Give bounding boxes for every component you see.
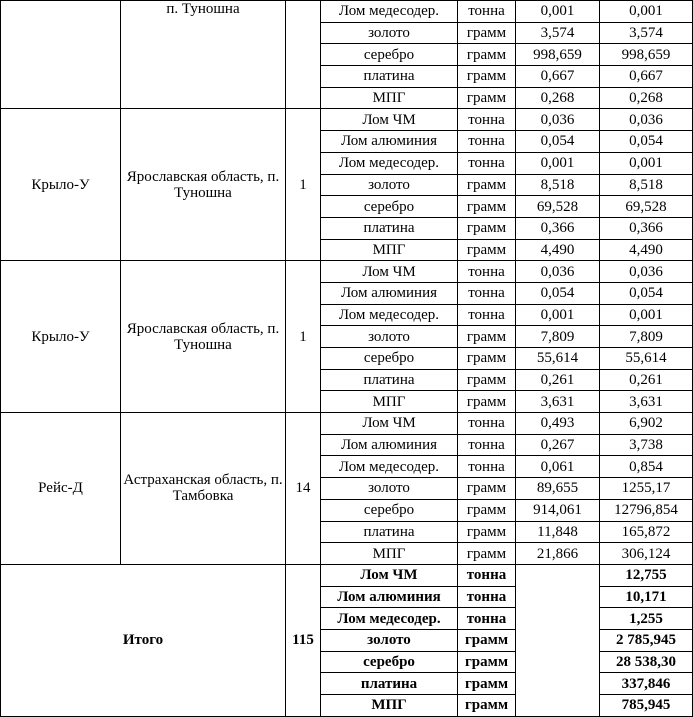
material-cell: Лом медесодер. <box>321 304 458 326</box>
material-cell: серебро <box>321 499 458 521</box>
value-per-unit-cell: 3,631 <box>516 391 600 413</box>
material-cell: Лом медесодер. <box>321 456 458 478</box>
value-total-cell: 3,738 <box>600 434 693 456</box>
total-count-cell: 115 <box>286 564 321 716</box>
unit-cell: грамм <box>458 87 516 109</box>
unit-cell: грамм <box>458 521 516 543</box>
material-cell: Лом алюминия <box>321 434 458 456</box>
material-cell: серебро <box>321 44 458 66</box>
value-per-unit-cell: 0,261 <box>516 369 600 391</box>
material-cell: МПГ <box>321 239 458 261</box>
material-cell: платина <box>321 673 458 695</box>
count-cell: 14 <box>286 413 321 565</box>
value-total-cell: 55,614 <box>600 348 693 370</box>
unit-cell: грамм <box>458 543 516 565</box>
location-cell: п. Туношна <box>121 1 286 109</box>
material-cell: Лом ЧМ <box>321 109 458 131</box>
unit-cell: грамм <box>458 478 516 500</box>
unit-cell: грамм <box>458 629 516 651</box>
material-cell: золото <box>321 326 458 348</box>
material-cell: Лом алюминия <box>321 282 458 304</box>
total-value-cell: 2 785,945 <box>600 629 693 651</box>
material-cell: МПГ <box>321 391 458 413</box>
value-total-cell: 0,036 <box>600 109 693 131</box>
unit-cell: грамм <box>458 673 516 695</box>
value-total-cell: 12796,854 <box>600 499 693 521</box>
value-total-cell: 0,268 <box>600 87 693 109</box>
material-cell: золото <box>321 478 458 500</box>
count-cell: 1 <box>286 109 321 261</box>
material-cell: Лом медесодер. <box>321 1 458 23</box>
total-label-cell: Итого <box>1 564 286 716</box>
value-total-cell: 8,518 <box>600 174 693 196</box>
unit-cell: тонна <box>458 131 516 153</box>
value-per-unit-cell: 0,493 <box>516 413 600 435</box>
empty-value-cell <box>516 564 600 716</box>
value-total-cell: 3,574 <box>600 22 693 44</box>
unit-cell: тонна <box>458 109 516 131</box>
object-name-cell <box>1 1 121 109</box>
total-value-cell: 10,171 <box>600 586 693 608</box>
value-per-unit-cell: 11,848 <box>516 521 600 543</box>
table-row <box>1 1 693 23</box>
value-total-cell: 1255,17 <box>600 478 693 500</box>
object-name-cell: Крыло-У <box>1 261 121 413</box>
material-cell: Лом алюминия <box>321 586 458 608</box>
value-total-cell: 0,667 <box>600 66 693 88</box>
total-value-cell: 12,755 <box>600 564 693 586</box>
count-cell <box>286 1 321 109</box>
material-cell: серебро <box>321 196 458 218</box>
value-total-cell: 998,659 <box>600 44 693 66</box>
unit-cell: тонна <box>458 608 516 630</box>
value-per-unit-cell: 0,267 <box>516 434 600 456</box>
value-per-unit-cell: 4,490 <box>516 239 600 261</box>
total-row <box>1 564 693 586</box>
value-per-unit-cell: 0,001 <box>516 304 600 326</box>
material-cell: Лом алюминия <box>321 131 458 153</box>
material-cell: золото <box>321 174 458 196</box>
unit-cell: грамм <box>458 44 516 66</box>
value-total-cell: 4,490 <box>600 239 693 261</box>
unit-cell: грамм <box>458 369 516 391</box>
value-total-cell: 0,261 <box>600 369 693 391</box>
value-total-cell: 69,528 <box>600 196 693 218</box>
value-per-unit-cell: 21,866 <box>516 543 600 565</box>
value-per-unit-cell: 69,528 <box>516 196 600 218</box>
material-cell: МПГ <box>321 87 458 109</box>
value-per-unit-cell: 0,054 <box>516 131 600 153</box>
unit-cell: тонна <box>458 261 516 283</box>
material-cell: Лом ЧМ <box>321 564 458 586</box>
material-cell: серебро <box>321 348 458 370</box>
material-cell: Лом медесодер. <box>321 608 458 630</box>
unit-cell: тонна <box>458 1 516 23</box>
material-cell: МПГ <box>321 543 458 565</box>
value-per-unit-cell: 0,268 <box>516 87 600 109</box>
unit-cell: грамм <box>458 348 516 370</box>
table-body <box>1 1 693 717</box>
value-per-unit-cell: 0,001 <box>516 1 600 23</box>
material-cell: платина <box>321 369 458 391</box>
value-total-cell: 0,054 <box>600 282 693 304</box>
value-total-cell: 0,054 <box>600 131 693 153</box>
material-cell: Лом ЧМ <box>321 261 458 283</box>
unit-cell: грамм <box>458 391 516 413</box>
unit-cell: грамм <box>458 695 516 717</box>
value-per-unit-cell: 0,061 <box>516 456 600 478</box>
value-total-cell: 6,902 <box>600 413 693 435</box>
value-per-unit-cell: 0,036 <box>516 109 600 131</box>
count-cell: 1 <box>286 261 321 413</box>
material-cell: платина <box>321 217 458 239</box>
material-cell: платина <box>321 66 458 88</box>
value-total-cell: 0,366 <box>600 217 693 239</box>
table-row <box>1 109 693 131</box>
material-cell: серебро <box>321 651 458 673</box>
value-total-cell: 306,124 <box>600 543 693 565</box>
unit-cell: грамм <box>458 66 516 88</box>
value-per-unit-cell: 0,667 <box>516 66 600 88</box>
unit-cell: тонна <box>458 282 516 304</box>
unit-cell: тонна <box>458 152 516 174</box>
unit-cell: тонна <box>458 564 516 586</box>
value-total-cell: 3,631 <box>600 391 693 413</box>
value-total-cell: 165,872 <box>600 521 693 543</box>
value-per-unit-cell: 8,518 <box>516 174 600 196</box>
unit-cell: грамм <box>458 239 516 261</box>
location-cell: Ярославская область, п. Туношна <box>121 261 286 413</box>
value-total-cell: 0,036 <box>600 261 693 283</box>
table-row <box>1 413 693 435</box>
value-per-unit-cell: 914,061 <box>516 499 600 521</box>
value-per-unit-cell: 89,655 <box>516 478 600 500</box>
unit-cell: грамм <box>458 196 516 218</box>
value-per-unit-cell: 0,001 <box>516 152 600 174</box>
value-per-unit-cell: 55,614 <box>516 348 600 370</box>
value-per-unit-cell: 7,809 <box>516 326 600 348</box>
unit-cell: тонна <box>458 586 516 608</box>
unit-cell: грамм <box>458 499 516 521</box>
value-per-unit-cell: 0,054 <box>516 282 600 304</box>
object-name-cell: Рейс-Д <box>1 413 121 565</box>
unit-cell: тонна <box>458 413 516 435</box>
unit-cell: грамм <box>458 22 516 44</box>
unit-cell: грамм <box>458 174 516 196</box>
unit-cell: грамм <box>458 651 516 673</box>
total-value-cell: 785,945 <box>600 695 693 717</box>
unit-cell: грамм <box>458 326 516 348</box>
material-cell: МПГ <box>321 695 458 717</box>
value-per-unit-cell: 3,574 <box>516 22 600 44</box>
material-cell: золото <box>321 629 458 651</box>
value-total-cell: 0,001 <box>600 304 693 326</box>
unit-cell: тонна <box>458 304 516 326</box>
value-per-unit-cell: 0,036 <box>516 261 600 283</box>
value-total-cell: 0,001 <box>600 152 693 174</box>
material-cell: Лом медесодер. <box>321 152 458 174</box>
table-row <box>1 261 693 283</box>
location-cell: Ярославская область, п. Туношна <box>121 109 286 261</box>
total-value-cell: 28 538,30 <box>600 651 693 673</box>
value-per-unit-cell: 0,366 <box>516 217 600 239</box>
total-value-cell: 337,846 <box>600 673 693 695</box>
material-cell: золото <box>321 22 458 44</box>
value-total-cell: 7,809 <box>600 326 693 348</box>
material-cell: Лом ЧМ <box>321 413 458 435</box>
value-per-unit-cell: 998,659 <box>516 44 600 66</box>
location-cell: Астраханская область, п. Тамбовка <box>121 413 286 565</box>
value-total-cell: 0,001 <box>600 1 693 23</box>
value-total-cell: 0,854 <box>600 456 693 478</box>
material-cell: платина <box>321 521 458 543</box>
unit-cell: тонна <box>458 434 516 456</box>
object-name-cell: Крыло-У <box>1 109 121 261</box>
unit-cell: тонна <box>458 456 516 478</box>
unit-cell: грамм <box>458 217 516 239</box>
total-value-cell: 1,255 <box>600 608 693 630</box>
